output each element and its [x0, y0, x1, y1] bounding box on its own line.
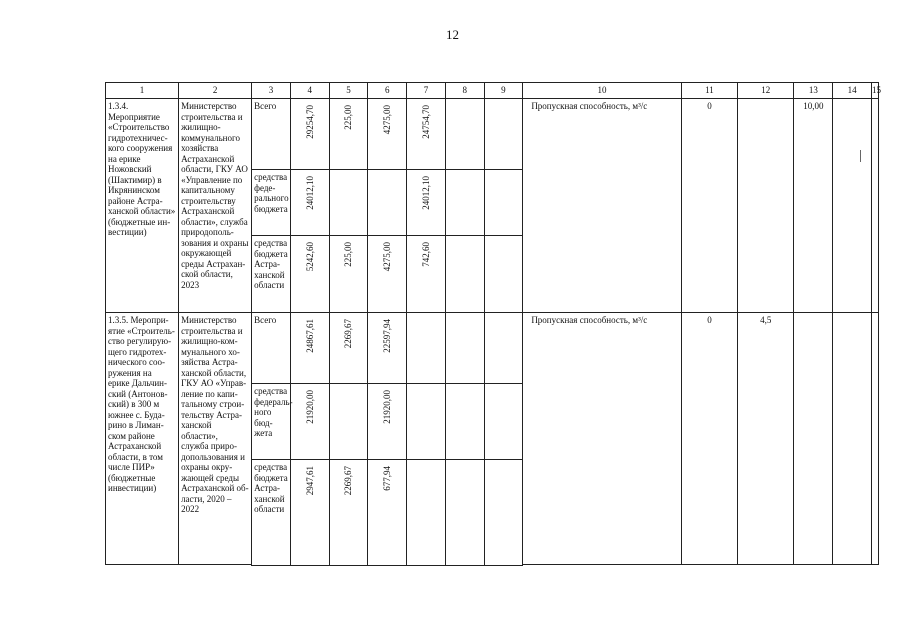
header-cell-4: 4 — [290, 82, 330, 99]
amount-cell-6 — [367, 312, 407, 384]
amount-value: 24867,61 — [304, 319, 315, 353]
amount-value: 742,60 — [420, 242, 431, 267]
amount-cell-7 — [406, 312, 446, 384]
amount-cell-5 — [329, 459, 369, 566]
value-cell-15 — [871, 98, 879, 313]
header-cell-9: 9 — [484, 82, 524, 99]
header-cell-14: 14 — [832, 82, 872, 99]
value-cell-13: 10,00 — [793, 98, 833, 313]
amount-cell-5 — [329, 383, 369, 460]
funding-source-cell: Всего — [251, 312, 291, 384]
header-cell-2: 2 — [178, 82, 252, 99]
amount-cell-4 — [290, 383, 330, 460]
empty-cell-9 — [484, 383, 524, 460]
header-cell-6: 6 — [367, 82, 407, 99]
amount-value: 22597,94 — [381, 319, 392, 353]
amount-cell-4 — [290, 98, 330, 170]
amount-cell-5 — [329, 98, 369, 170]
amount-cell-6 — [367, 98, 407, 170]
amount-value: 2269,67 — [343, 466, 354, 496]
empty-cell-8 — [445, 312, 485, 384]
value-cell-13 — [793, 312, 833, 565]
header-cell-5: 5 — [329, 82, 369, 99]
value-cell-11: 0 — [681, 312, 738, 565]
empty-cell-9 — [484, 98, 524, 170]
empty-cell-8 — [445, 459, 485, 566]
funding-source-cell: средства феде- рального бюджета — [251, 169, 291, 236]
amount-cell-4 — [290, 459, 330, 566]
amount-cell-7 — [406, 383, 446, 460]
amount-cell-4 — [290, 235, 330, 313]
value-cell-15 — [871, 312, 879, 565]
empty-cell-9 — [484, 459, 524, 566]
empty-cell-9 — [484, 312, 524, 384]
amount-value: 24012,10 — [420, 176, 431, 210]
header-cell-12: 12 — [737, 82, 794, 99]
amount-value: 225,00 — [343, 105, 354, 130]
amount-value: 4275,00 — [381, 105, 392, 135]
amount-cell-6 — [367, 235, 407, 313]
header-cell-7: 7 — [406, 82, 446, 99]
empty-cell-9 — [484, 235, 524, 313]
amount-cell-5 — [329, 235, 369, 313]
measure-cell: 1.3.4. Мероприятие «Строительство гидротехничес- кого сооружения на ерике Ножовский (Шактимир) в Икрянинском районе Астра- ханской области» (бюджетные ин- вестиции) — [105, 98, 179, 313]
empty-cell-8 — [445, 383, 485, 460]
amount-cell-4 — [290, 312, 330, 384]
amount-value: 2947,61 — [304, 466, 315, 496]
amount-cell-7 — [406, 459, 446, 566]
amount-cell-6 — [367, 459, 407, 566]
funding-source-cell: Всего — [251, 98, 291, 170]
amount-value: 5242,60 — [304, 242, 315, 272]
executor-cell: Министерство строительства и жилищно- коммунального хозяйства Астраханской области, ГКУ АО «Управление по капитальному строительству Астраханской области», служба природополь- зования и охраны окружающей среды Астрахан- ской области, 2023 — [178, 98, 252, 313]
measure-cell: 1.3.5. Меропри- ятие «Строитель- ство регулирую- щего гидротех- нического соо- ружения на ерике Дальчин- ский (Антонов- ский) в 300 м южнее с. Буда- рино в Лиман- ском районе Астраханской области, в том числе ПИР» (бюджетные инвестиции) — [105, 312, 179, 565]
amount-cell-7 — [406, 98, 446, 170]
header-cell-1: 1 — [105, 82, 179, 99]
scan-mark — [860, 150, 861, 162]
empty-cell-8 — [445, 169, 485, 236]
executor-cell: Министерство строительства и жилищно-ком- мунального хо- зяйства Астра- ханской области, ГКУ АО «Управ- ление по капи- тальному строи- тельству Астра- ханской области», служба приро- допользования и охраны окру- жающей среды Астраханской об- ласти, 2020 – 2022 — [178, 312, 252, 565]
amount-cell-6 — [367, 169, 407, 236]
amount-value: 21920,00 — [304, 390, 315, 424]
amount-value: 24012,10 — [304, 176, 315, 210]
amount-cell-7 — [406, 169, 446, 236]
header-cell-3: 3 — [251, 82, 291, 99]
amount-cell-6 — [367, 383, 407, 460]
amount-value: 677,94 — [381, 466, 392, 491]
indicator-cell: Пропускная способность, м³/с — [522, 98, 681, 313]
value-cell-12: 4,5 — [737, 312, 794, 565]
indicator-cell: Пропускная способность, м³/с — [522, 312, 681, 565]
amount-cell-5 — [329, 312, 369, 384]
amount-cell-4 — [290, 169, 330, 236]
amount-cell-7 — [406, 235, 446, 313]
header-cell-15: 15 — [871, 82, 879, 99]
value-cell-11: 0 — [681, 98, 738, 313]
value-cell-12 — [737, 98, 794, 313]
header-cell-10: 10 — [522, 82, 681, 99]
funding-source-cell: средства федераль- ного бюд- жета — [251, 383, 291, 460]
amount-cell-5 — [329, 169, 369, 236]
funding-source-cell: средства бюджета Астра- ханской области — [251, 235, 291, 313]
amount-value: 225,00 — [343, 242, 354, 267]
empty-cell-9 — [484, 169, 524, 236]
header-cell-13: 13 — [793, 82, 833, 99]
empty-cell-8 — [445, 235, 485, 313]
amount-value: 4275,00 — [381, 242, 392, 272]
header-cell-11: 11 — [681, 82, 738, 99]
value-cell-14 — [832, 98, 872, 313]
amount-value: 21920,00 — [381, 390, 392, 424]
header-cell-8: 8 — [445, 82, 485, 99]
amount-value: 24754,70 — [420, 105, 431, 139]
amount-value: 2269,67 — [343, 319, 354, 349]
funding-source-cell: средства бюджета Астра- ханской области — [251, 459, 291, 566]
program-table — [105, 82, 881, 564]
amount-value: 29254,70 — [304, 105, 315, 139]
value-cell-14 — [832, 312, 872, 565]
empty-cell-8 — [445, 98, 485, 170]
page-number: 12 — [446, 27, 459, 42]
